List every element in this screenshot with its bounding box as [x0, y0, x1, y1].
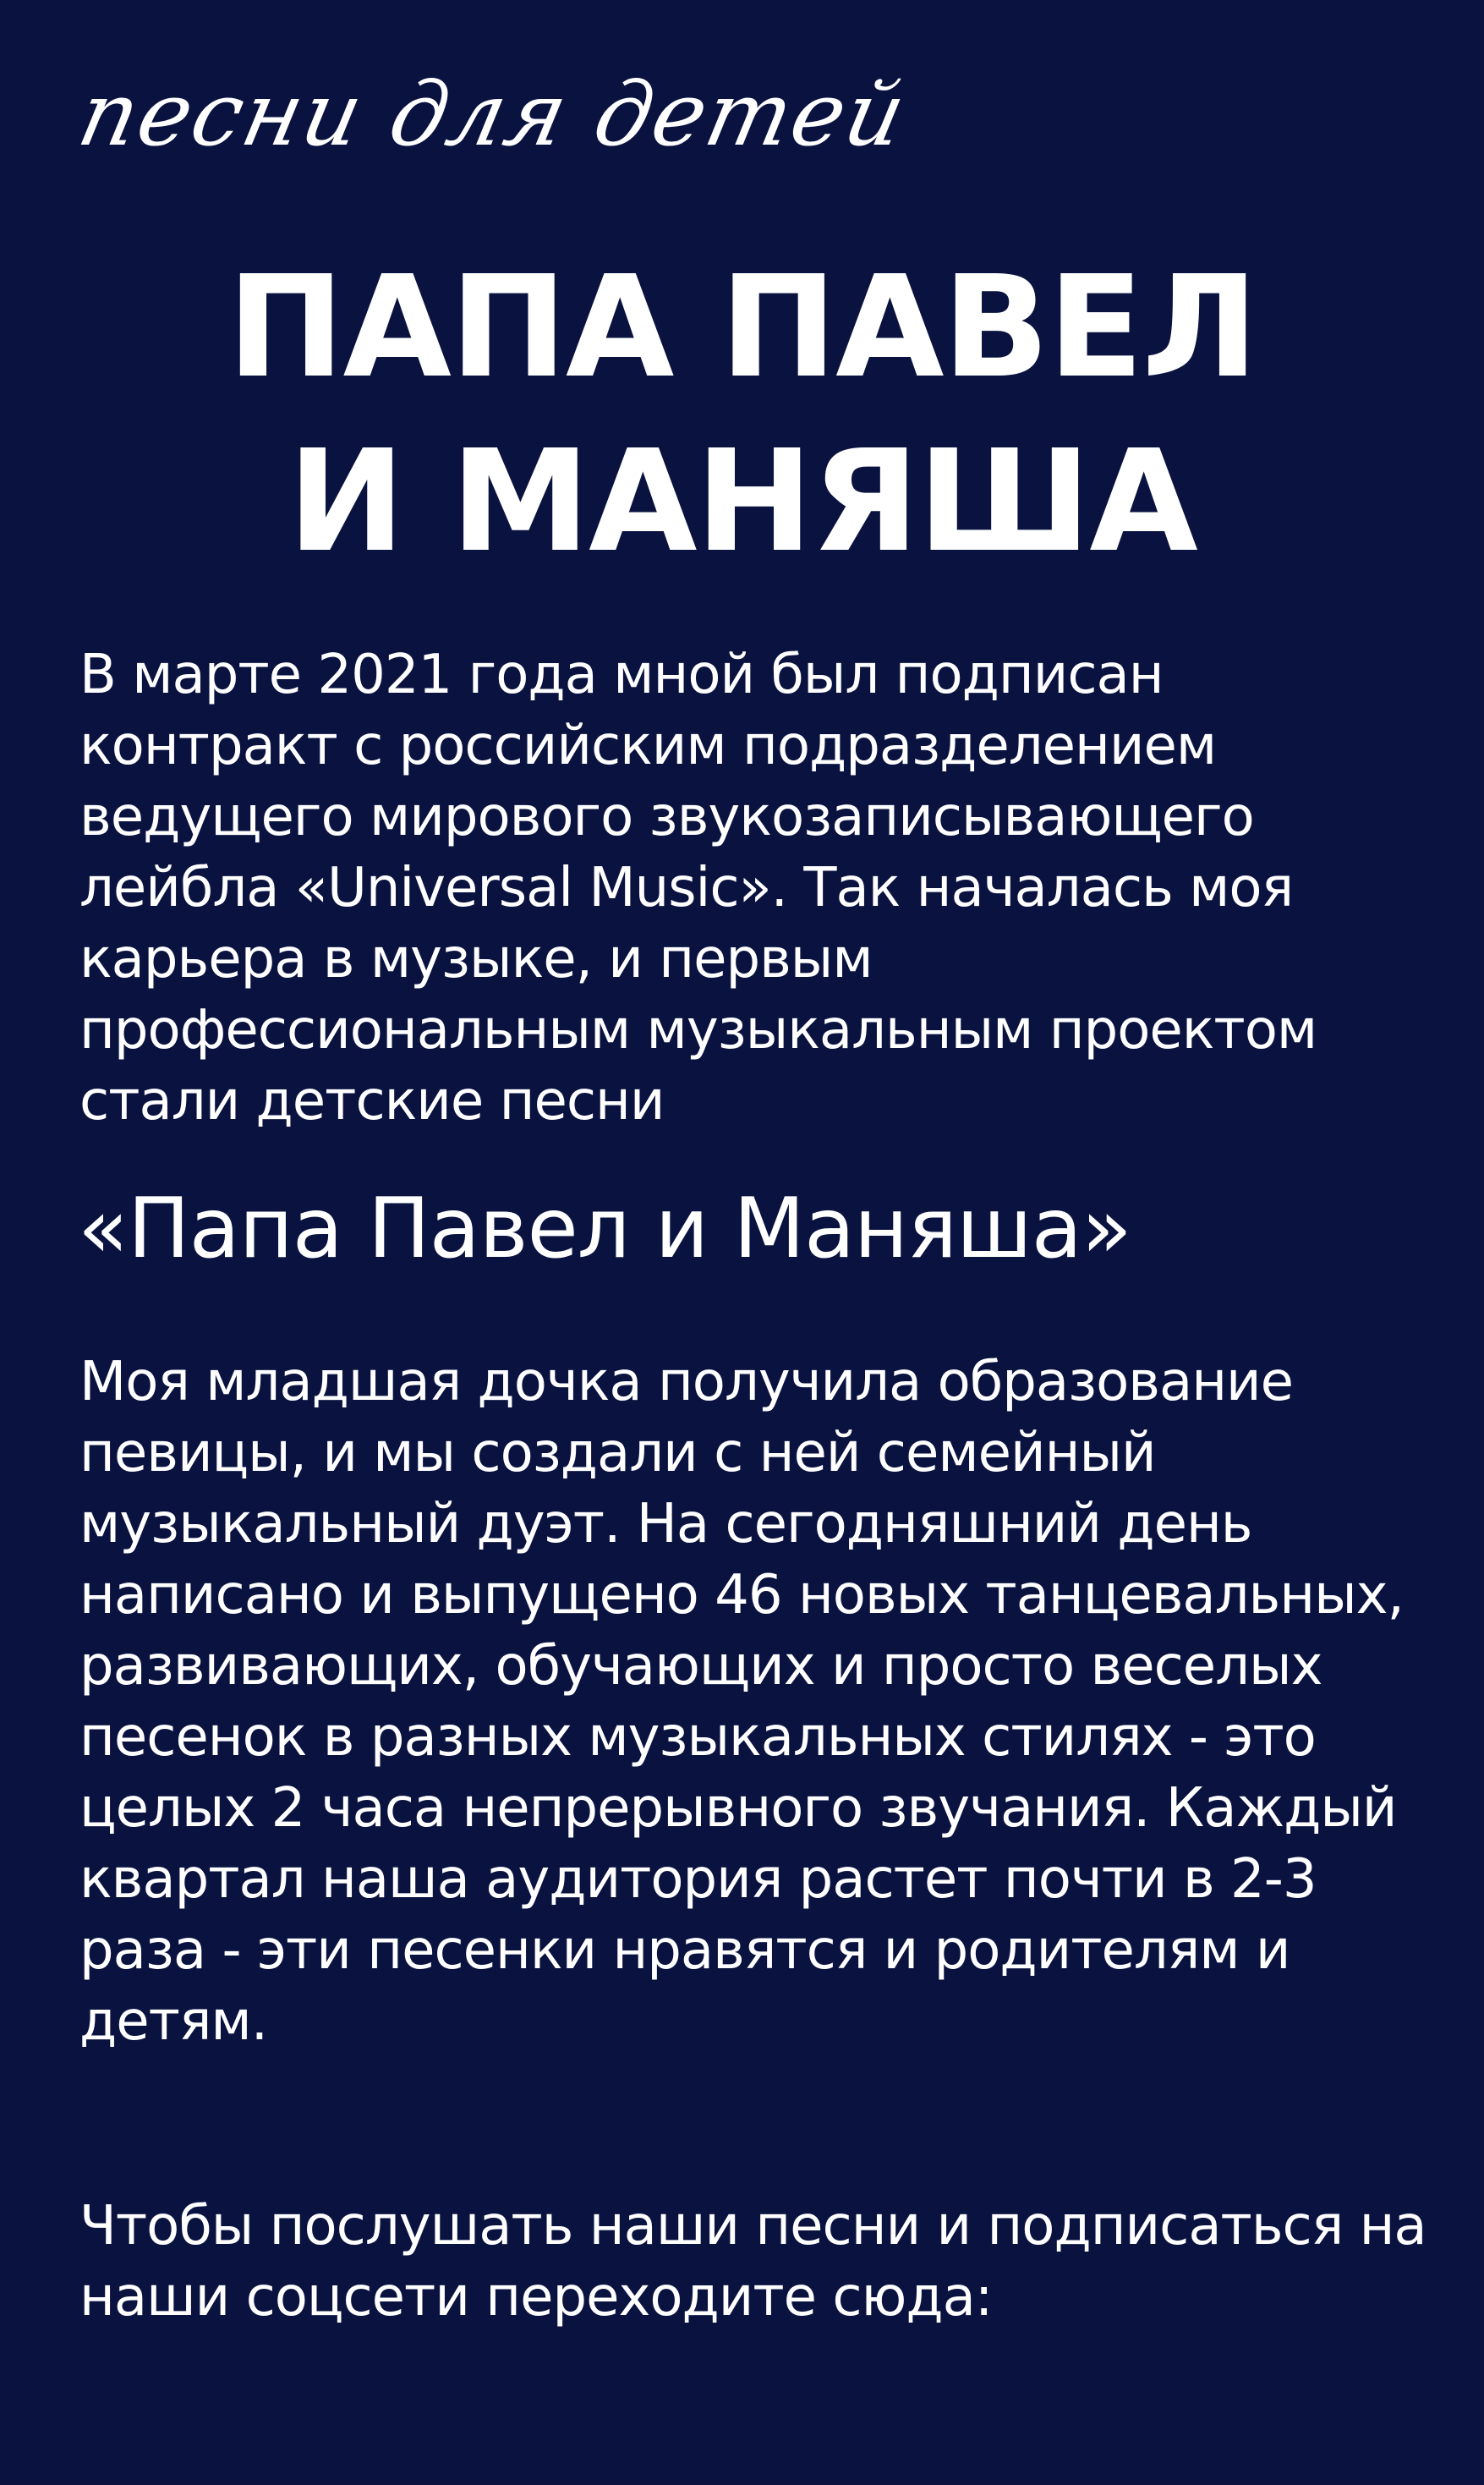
intro-paragraph: В марте 2021 года мной был подписан контракт с российским подразделением ведущего мирового звукозаписывающего лейбла «Universal Music». Так началась моя карьера в музыке, и первым профессиональным музыкальным проектом стали детские песни — [79, 644, 1317, 1133]
duet-paragraph: Моя младшая дочка получила образование певицы, и мы создали с ней семейный музыкальный дуэт. На сегодняшний день написано и выпущено 46 новых танцевальных, развивающих, обучающих и просто веселых песенок в разных музыкальных стилях - это целых 2 часа непрерывного звучания. Каждый квартал наша аудитория растет почти в 2-3 раза - эти песенки нравятся и родителям и детям. — [79, 1351, 1404, 2053]
page-title — [0, 241, 1484, 590]
project-name: «Папа Павел и Маняша» — [78, 1181, 1131, 1277]
page-title-line-2: И МАНЯША — [287, 420, 1197, 584]
page-title-line-1: ПАПА ПАВЕЛ — [227, 246, 1257, 409]
script-title: песни для детей — [70, 63, 916, 166]
call-to-action: Чтобы послушать наши песни и подписаться на наши соцсети переходите сюда: — [79, 2195, 1427, 2329]
